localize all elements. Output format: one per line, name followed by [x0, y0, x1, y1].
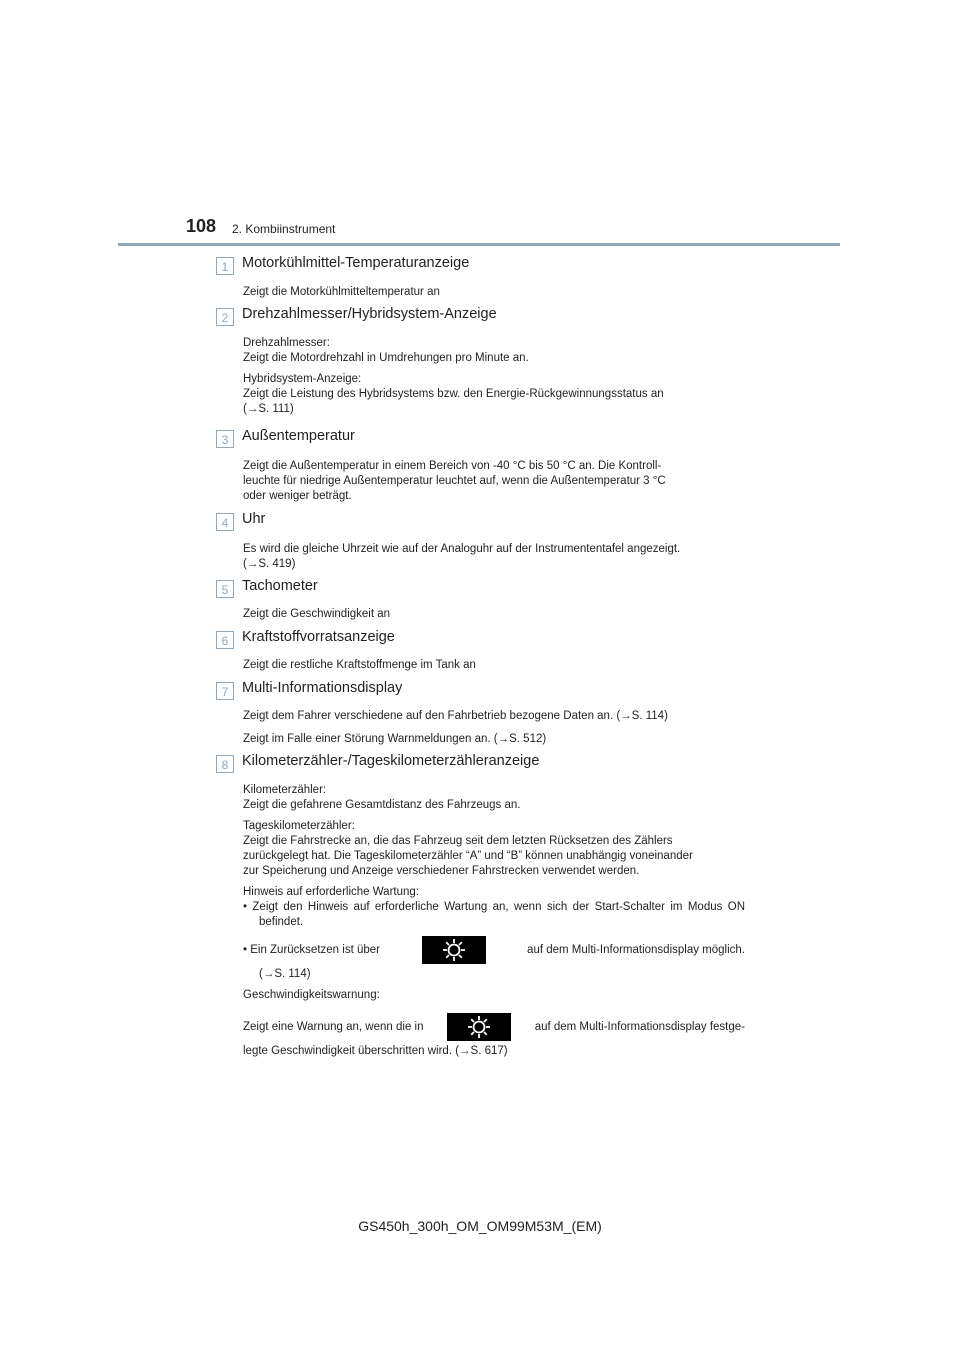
desc-line: Zeigt die Motordrehzahl in Umdrehungen pro Minute an. [243, 352, 529, 364]
desc-fragment: auf dem Multi-Informationsdisplay möglich. [527, 943, 745, 956]
chapter-title: 2. Kombiinstrument [232, 222, 336, 236]
desc-line: Geschwindigkeitswarnung: [243, 989, 380, 1001]
desc-line: legte Geschwindigkeit überschritten wird. (→S. 617) [243, 1045, 508, 1057]
item-number-badge: 7 [216, 682, 234, 700]
item-5-description [243, 607, 745, 622]
item-title: Multi-Informationsdisplay [242, 680, 403, 696]
item-number-badge: 5 [216, 580, 234, 598]
item-number-badge: 3 [216, 430, 234, 448]
item-number-badge: 1 [216, 257, 234, 275]
desc-line: Zeigt im Falle einer Störung Warnmeldungen an. (→S. 512) [243, 733, 547, 745]
item-number-badge: 8 [216, 755, 234, 773]
item-title: Motorkühlmittel-Temperaturanzeige [242, 255, 470, 271]
item-title: Kraftstoffvorratsanzeige [242, 629, 395, 645]
desc-line: zur Speicherung und Anzeige verschiedener Fahrstrecken verwendet werden. [243, 865, 640, 877]
item-number-badge: 4 [216, 513, 234, 531]
bullet-line: • Zeigt den Hinweis auf erforderliche Wartung an, wenn sich der Start-Schalter im Modus ON befindet. [243, 901, 745, 928]
page-reference: (→S. 114) [259, 968, 311, 980]
desc-line: Kilometerzähler: [243, 784, 327, 796]
desc-line: Es wird die gleiche Uhrzeit wie auf der Analoguhr auf der Instrumententafel angezeigt. [243, 543, 681, 555]
item-number-badge: 2 [216, 308, 234, 326]
bullet-line-with-icon [243, 936, 745, 964]
desc-line: oder weniger beträgt. [243, 490, 352, 502]
header-rule [118, 243, 840, 246]
item-8-description [243, 783, 745, 1059]
desc-line: Zeigt die Außentemperatur in einem Bereich von -40 °C bis 50 °C an. Die Kontroll- [243, 460, 662, 472]
item-4-description [243, 542, 745, 572]
item-3-description [243, 459, 745, 504]
item-2-description [243, 336, 745, 417]
page-reference: (→S. 419) [243, 558, 296, 570]
gear-icon [422, 936, 486, 964]
desc-line: Zeigt die Fahrstrecke an, die das Fahrzeug seit dem letzten Rücksetzen des Zählers [243, 835, 673, 847]
item-1-description [243, 285, 745, 300]
desc-line: Zeigt dem Fahrer verschiedene auf den Fahrbetrieb bezogene Daten an. (→S. 114) [243, 710, 668, 722]
desc-line: Zeigt die Leistung des Hybridsystems bzw. den Energie-Rückgewinnungsstatus an [243, 388, 664, 400]
desc-line: zurückgelegt hat. Die Tageskilometerzähler “A” und “B” können unabhängig voneinander [243, 850, 693, 862]
desc-fragment: • Ein Zurücksetzen ist über [243, 943, 380, 956]
item-title: Uhr [242, 511, 266, 527]
desc-line: Drehzahlmesser: [243, 337, 330, 349]
item-7-description [243, 709, 745, 747]
document-code: GS450h_300h_OM_OM99M53M_(EM) [358, 1218, 602, 1234]
item-number-badge: 6 [216, 631, 234, 649]
item-title: Drehzahlmesser/Hybridsystem-Anzeige [242, 306, 497, 322]
page-reference: (→S. 111) [243, 403, 294, 415]
desc-line: Hybridsystem-Anzeige: [243, 373, 362, 385]
gear-icon [447, 1013, 511, 1041]
item-title: Tachometer [242, 578, 318, 594]
desc-line: leuchte für niedrige Außentemperatur leuchtet auf, wenn die Außentemperatur 3 °C [243, 475, 666, 487]
item-6-description [243, 658, 745, 673]
desc-line: Zeigt die gefahrene Gesamtdistanz des Fahrzeugs an. [243, 799, 521, 811]
desc-fragment: auf dem Multi-Informationsdisplay festge- [534, 1020, 745, 1033]
desc-line-with-icon [243, 1013, 745, 1041]
desc-fragment: Zeigt eine Warnung an, wenn die in [243, 1020, 424, 1033]
desc-line: Hinweis auf erforderliche Wartung: [243, 886, 419, 898]
item-title: Außentemperatur [242, 428, 355, 444]
desc-line: Zeigt die restliche Kraftstoffmenge im Tank an [243, 659, 476, 671]
item-title: Kilometerzähler-/Tageskilometerzähleranzeige [242, 753, 540, 769]
desc-line: Tageskilometerzähler: [243, 820, 355, 832]
desc-line: Zeigt die Geschwindigkeit an [243, 608, 391, 620]
page-number: 108 [186, 216, 217, 236]
desc-line: Zeigt die Motorkühlmitteltemperatur an [243, 286, 440, 298]
